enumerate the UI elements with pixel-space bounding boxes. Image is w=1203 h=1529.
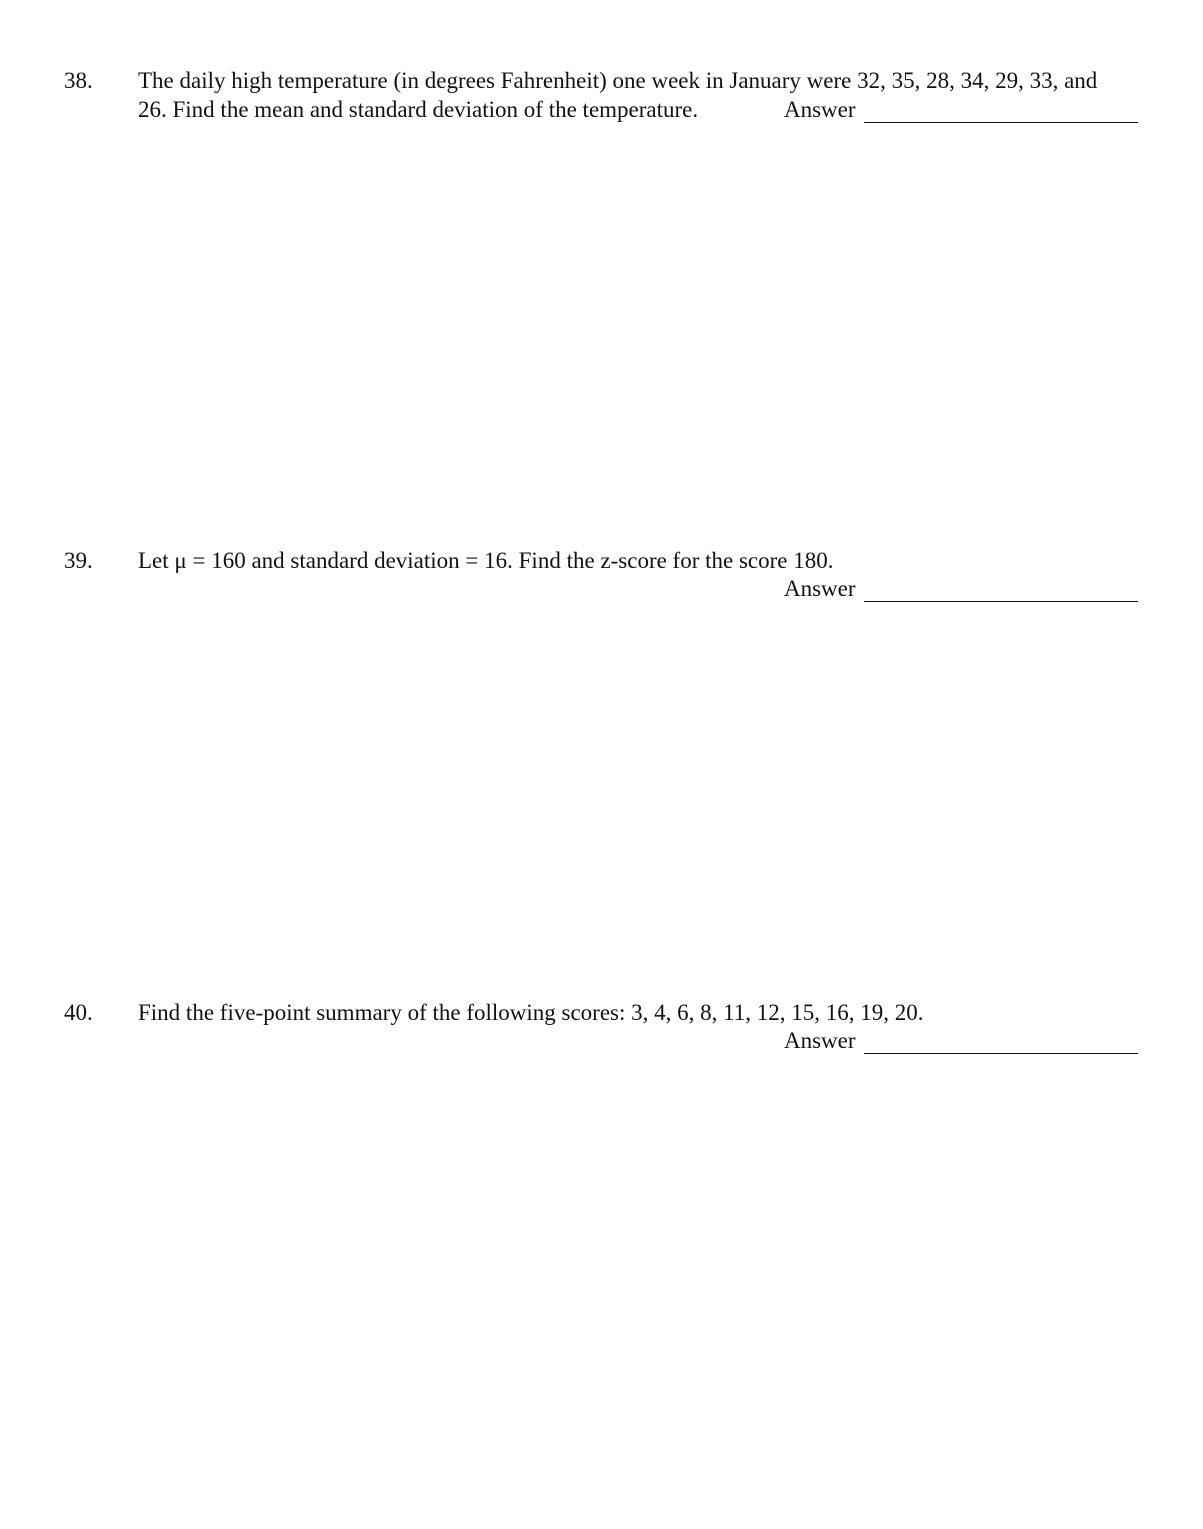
question-text: The daily high temperature (in degrees Fahrenheit) one week in January were 32, 35, 28, 34, 29, 33, and xyxy=(138,68,1098,93)
question-number: 38. xyxy=(64,68,93,93)
answer-row xyxy=(784,1026,856,1055)
answer-blank-line[interactable] xyxy=(864,122,1138,123)
question-number: 39. xyxy=(64,548,93,573)
answer-label: Answer xyxy=(784,576,856,601)
question-text: Let μ = 160 and standard deviation = 16. Find the z-score for the score 180. xyxy=(138,548,834,573)
answer-blank-line[interactable] xyxy=(864,1053,1138,1054)
answer-row xyxy=(784,95,856,124)
question-text: Find the five-point summary of the following scores: 3, 4, 6, 8, 11, 12, 15, 16, 19, 20. xyxy=(138,1000,924,1025)
answer-label: Answer xyxy=(784,1028,856,1053)
question-number: 40. xyxy=(64,1000,93,1025)
question-text-continued: 26. Find the mean and standard deviation of the temperature. xyxy=(138,97,699,122)
answer-blank-line[interactable] xyxy=(864,601,1138,602)
answer-row xyxy=(784,574,856,603)
answer-label: Answer xyxy=(784,97,856,122)
